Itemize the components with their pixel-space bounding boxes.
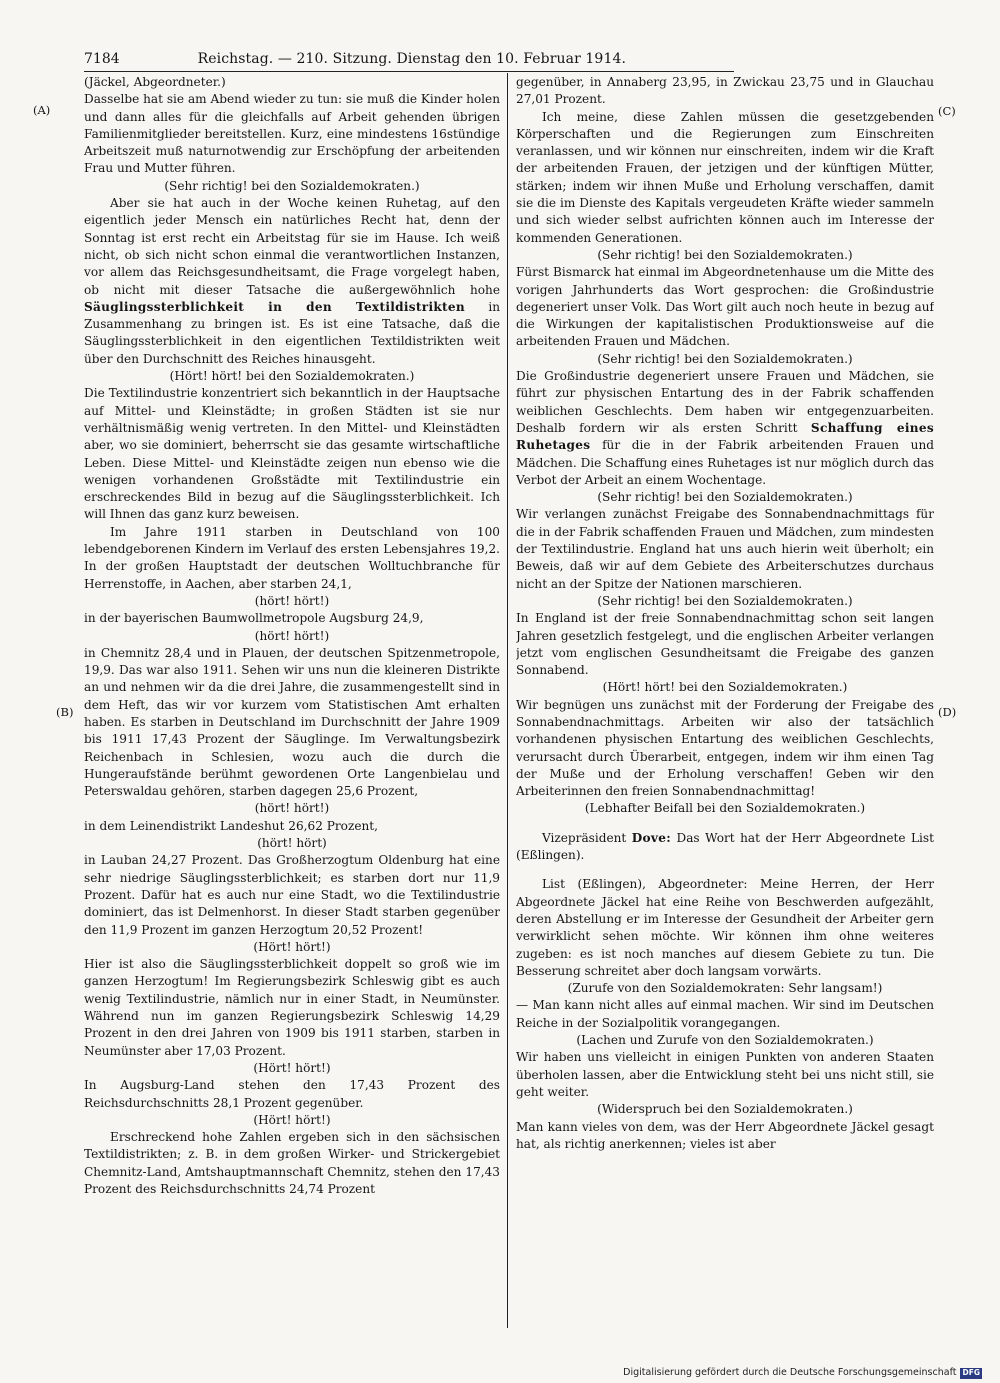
interjection: (Widerspruch bei den Sozialdemokraten.) (597, 1102, 853, 1117)
margin-marker-b: (B) (56, 705, 74, 719)
interjection: (Hört! hört! bei den Sozialdemokraten.) (169, 369, 415, 384)
interjection: (Hört! hört!) (253, 1112, 331, 1127)
paragraph: Im Jahre 1911 starben in Deutschland von 100 lebendgeborenen Kindern im Verlauf des ersten Lebensjahres 19,2. In der großen Hauptstadt der deutschen Wolltuchbranche für Herrenstoffe, in Aachen, aber starben 24,1, (84, 524, 500, 591)
digitization-credit (612, 1366, 982, 1380)
speaker-name: Dove: (631, 830, 672, 845)
interjection: (Sehr richtig! bei den Sozialdemokraten.) (164, 178, 420, 193)
margin-marker-c: (C) (938, 104, 956, 118)
paragraph: Die Textilindustrie konzentriert sich bekanntlich in der Hauptsache auf Mittel- und Kleinstädte; in großen Städten ist sie nur verhältnismäßig wenig vertreten. In den Mittel- und Kleinstädten aber, wo sie dominiert, beherrscht sie das gesamte wirtschaftliche Leben. Diese Mittel- und Kleinstädte zeigen nun ebenso wie die wenigen vorhandenen Großstädte mit Textilindustrie ein erschreckendes Bild in bezug auf die Säuglingssterblichkeit. Ich will Ihnen das ganz kurz beweisen. (84, 386, 500, 522)
paragraph: in Lauban 24,27 Prozent. Das Großherzogtum Oldenburg hat eine sehr niedrige Säuglingssterblichkeit; es starben dort nur 11,9 Prozent. Dafür hat es auch nur eine Stadt, wo die Textilindustrie dominiert, das ist Delmenhorst. In dieser Stadt starben gegenüber den 11,9 Prozent im ganzen Herzogtum 20,52 Prozent! (84, 853, 500, 937)
interjection: (Hört! hört!) (253, 939, 331, 954)
paragraph: Wir begnügen uns zunächst mit der Forderung der Freigabe des Sonnabendnachmittags. Arbeiten wir also der tatsächlich vorhandenen physischen Entartung des weiblichen Geschlechts, verursacht durch Überarbeit, entgegen, indem wir ihm einen Tag der Muße und der Erholung verschaffen! Geben wir den Arbeiterinnen den freien Sonnabendnachmittag! (516, 697, 934, 799)
interjection: (hört! hört!) (254, 628, 330, 643)
speaker-heading: (Jäckel, Abgeordneter.) (84, 75, 226, 89)
paragraph: Dasselbe hat sie am Abend wieder zu tun: sie muß die Kinder holen und dann alles für die gleichfalls auf Arbeit gehenden übrigen Familienmitglieder bereitstellen. Kurz, eine mindestens 16stündige Arbeitszeit muß naturnotwendig zur Erschöpfung der arbeitenden Frau und Mutter führen. (84, 92, 500, 176)
interjection: (hört! hört) (257, 836, 327, 851)
paragraph: Fürst Bismarck hat einmal im Abgeordnetenhause um die Mitte des vorigen Jahrhunderts das Wort gesprochen: die Großindustrie degeneriert unser Volk. Das Wort gilt auch noch heute in bezug auf die Wirkungen der kapitalistischen Produktionsweise auf die arbeitenden Frauen und Mädchen. (516, 265, 934, 349)
interjection: (hört! hört!) (254, 801, 330, 816)
interjection: (Sehr richtig! bei den Sozialdemokraten.) (597, 247, 853, 262)
interjection: (Zurufe von den Sozialdemokraten: Sehr langsam!) (567, 981, 883, 996)
credit-text: Digitalisierung gefördert durch die Deutsche Forschungsgemeinschaft (623, 1367, 957, 1378)
paragraph: in dem Leinendistrikt Landeshut 26,62 Prozent, (84, 818, 378, 833)
dfg-logo: DFG (962, 1368, 980, 1377)
interjection: (Hört! hört!) (253, 1060, 331, 1075)
header-rule (84, 71, 734, 72)
right-column (516, 74, 934, 1329)
paragraph: in der bayerischen Baumwollmetropole Augsburg 24,9, (84, 611, 424, 626)
left-column (84, 74, 500, 1329)
paragraph: in Chemnitz 28,4 und in Plauen, der deutschen Spitzenmetropole, 19,9. Das war also 1911. Sehen wir uns nun die kleineren Distrikte an und nehmen wir da die drei Jahre, die zusammengestellt sind in dem Heft, das wir vor kurzem vom Statistischen Amt erhalten haben. Es starben in Deutschland im Durchschnitt der Jahre 1909 bis 1911 17,43 Prozent der Säuglinge. Im Verwaltungsbezirk Reichenbach in Schlesien, wozu auch die durch die Hungeraufstände berühmt gewordenen Orte Langenbielau und Peterswaldau gehören, starben dagegen 25,6 Prozent, (84, 645, 500, 799)
interjection: (hört! hört!) (254, 593, 330, 608)
emphasis-text: Säuglingssterblichkeit in den Textildistrikten (84, 299, 465, 314)
paragraph: Aber sie hat auch in der Woche keinen Ruhetag, auf den eigentlich jeder Mensch ein natürliches Recht hat, denn der Sonntag ist erst recht ein Arbeitstag für sie im Hause. Ich weiß nicht, ob sich nicht schon einmal die verantwortlichen Instanzen, vor allem das Reichsgesundheitsamt, die Frage vorgelegt haben, ob nicht mit dieser Tatsache die außergewöhnlich hohe Säuglingssterblichkeit in den Textildistrikten in Zusammenhang zu bringen ist. Es ist eine Tatsache, daß die Säuglingssterblichkeit in den eigentlichen Textildistrikten weit über den Durchschnitt des Reiches hinausgeht. (84, 196, 500, 366)
paragraph: In Augsburg-Land stehen den 17,43 Prozent des Reichsdurchschnitts 28,1 Prozent gegenüber. (84, 1078, 500, 1110)
paragraph: Die Großindustrie degeneriert unsere Frauen und Mädchen, sie führt zur physischen Entartung des in der Fabrik schaffenden weiblichen Geschlechts. Dem haben wir entgegenzuarbeiten. Deshalb fordern wir als ersten Schritt Schaffung eines Ruhetages für die in der Fabrik arbeitenden Frauen und Mädchen. Die Schaffung eines Ruhetages ist nur möglich durch das Verbot der Arbeit an einem Wochentage. (516, 369, 934, 487)
paragraph: Hier ist also die Säuglingssterblichkeit doppelt so groß wie im ganzen Herzogtum! Im Regierungsbezirk Schleswig gibt es auch wenig Textilindustrie, nämlich nur in einer Stadt, in Neumünster. Während nun im ganzen Regierungsbezirk Schleswig 14,29 Prozent in den drei Jahren von 1909 bis 1911 starben, starben in Neumünster aber 17,03 Prozent. (84, 957, 500, 1058)
paragraph: gegenüber, in Annaberg 23,95, in Zwickau 23,75 und in Glauchau 27,01 Prozent. (516, 75, 934, 107)
running-title: Reichstag. — 210. Sitzung. Dienstag den 10. Februar 1914. (197, 51, 627, 67)
interjection: (Sehr richtig! bei den Sozialdemokraten.) (597, 490, 853, 505)
paragraph: Wir verlangen zunächst Freigabe des Sonnabendnachmittags für die in der Fabrik schaffenden Frauen und Mädchen, zum mindesten der Textilindustrie. England hat uns auch hierin weit überholt; ein Beweis, daß wir auf dem Gebiete des Arbeiterschutzes durchaus nicht an der Spitze der Nationen marschieren. (516, 507, 934, 591)
paragraph: Man kann vieles von dem, was der Herr Abgeordnete Jäckel gesagt hat, als richtig anerkennen; vieles ist aber (516, 1119, 934, 1151)
emphasis-text: Schaffung eines Ruhetages (516, 420, 934, 453)
interjection: (Lachen und Zurufe von den Sozialdemokraten.) (576, 1033, 874, 1048)
margin-marker-d: (D) (938, 705, 957, 719)
paragraph: Erschreckend hohe Zahlen ergeben sich in den sächsischen Textildistrikten; z. B. in dem großen Wirker- und Strickergebiet Chemnitz-Land, Amtshauptmannschaft Chemnitz, stehen den 17,43 Prozent des Reichsdurchschnitts 24,74 Prozent (84, 1130, 500, 1196)
margin-marker-a: (A) (33, 103, 51, 117)
paragraph: — Man kann nicht alles auf einmal machen. Wir sind im Deutschen Reiche in der Sozialpolitik vorangegangen. (516, 998, 934, 1030)
interjection: (Sehr richtig! bei den Sozialdemokraten.) (597, 593, 853, 608)
speaker-paragraph: List (Eßlingen), Abgeordneter: Meine Herren, der Herr Abgeordnete Jäckel hat eine Reihe von Beschwerden aufgezählt, deren Abstellung er im Interesse der Gesundheit der Arbeiter gern verwirklicht sehen möchte. Wir können ihm ohne weiteres zugeben: es ist noch manches auf diesem Gebiete zu tun. Die Besserung schreitet aber doch langsam vorwärts. (516, 877, 934, 978)
paragraph: In England ist der freie Sonnabendnachmittag schon seit langen Jahren gesetzlich festgelegt, und die englischen Arbeiter verlangen jetzt vom englischen Gesundheitsamt die Freigabe des ganzen Sonnabend. (516, 611, 934, 678)
interjection: (Hört! hört! bei den Sozialdemokraten.) (602, 680, 848, 695)
interjection: (Lebhafter Beifall bei den Sozialdemokraten.) (584, 801, 866, 816)
speaker-paragraph: Vizepräsident Dove: Das Wort hat der Herr Abgeordnete List (Eßlingen). (516, 830, 934, 863)
paragraph: Wir haben uns vielleicht in einigen Punkten von anderen Staaten überholen lassen, aber die Entwicklung steht bei uns nicht still, sie geht weiter. (516, 1050, 934, 1099)
page-number: 7184 (84, 51, 120, 67)
interjection: (Sehr richtig! bei den Sozialdemokraten.) (597, 351, 853, 366)
paragraph: Ich meine, diese Zahlen müssen die gesetzgebenden Körperschaften und die Regierungen zum Einschreiten veranlassen, und wir können nur einschreiten, indem wir die Kraft der arbeitenden Frauen, der jetzigen und der künftigen Mütter, stärken; indem wir ihnen Muße und Erholung verschaffen, damit sie die im Dienste des Kapitals vergeudeten Kräfte wieder sammeln und sich wieder selbst aufrichten können auch im Interesse der kommenden Generationen. (516, 109, 934, 245)
column-divider (507, 73, 508, 1328)
page-header (84, 48, 734, 70)
